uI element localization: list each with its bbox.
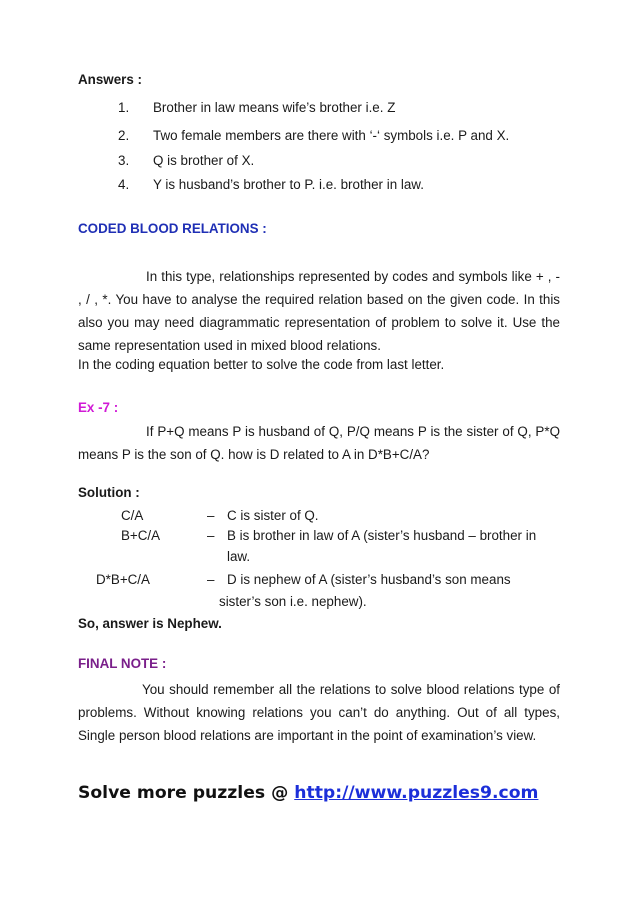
solution-answer: So, answer is Nephew. bbox=[78, 616, 222, 631]
answers-heading: Answers : bbox=[78, 72, 142, 87]
solution-code: C/A bbox=[121, 508, 144, 523]
coded-tip: In the coding equation better to solve the code from last letter. bbox=[78, 357, 445, 372]
answer-number: 4. bbox=[118, 177, 130, 192]
answer-number: 1. bbox=[118, 100, 130, 115]
solution-code: B+C/A bbox=[121, 528, 161, 543]
final-note-heading: FINAL NOTE : bbox=[78, 656, 167, 671]
answer-number: 2. bbox=[118, 128, 130, 143]
example-text: If P+Q means P is husband of Q, P/Q means P is the sister of Q, P*Q means P is the son of Q. how is D related to A in D*B+C/A? bbox=[78, 424, 560, 462]
solution-dash: – bbox=[207, 528, 215, 543]
puzzles-link[interactable]: http://www.puzzles9.com bbox=[294, 783, 539, 803]
solution-dash: – bbox=[207, 508, 215, 523]
answer-text: Two female members are there with ‘-‘ symbols i.e. P and X. bbox=[153, 128, 510, 143]
footer-line bbox=[78, 783, 538, 803]
coded-paragraph: In this type, relationships represented by codes and symbols like + , - , / , *. You have to analyse the required relation based on the given code. In this also you may need diagrammatic representation of problem to solve it. Use the same representation used in mixed blood relations. bbox=[78, 269, 560, 353]
solution-code: D*B+C/A bbox=[96, 572, 150, 587]
answer-text: Y is husband’s brother to P. i.e. brother in law. bbox=[153, 177, 424, 192]
answer-text: Brother in law means wife’s brother i.e. Z bbox=[153, 100, 396, 115]
solution-explanation-continued: sister’s son i.e. nephew). bbox=[219, 594, 367, 609]
solution-heading: Solution : bbox=[78, 485, 140, 500]
solution-explanation-continued: law. bbox=[227, 549, 251, 564]
solution-explanation: B is brother in law of A (sister’s husband – brother in bbox=[227, 528, 537, 543]
final-note-text: You should remember all the relations to solve blood relations type of problems. Without knowing relations you can’t do anything. Out of all types, Single person blood relations are important in the point of examination’s view. bbox=[78, 682, 560, 743]
solution-dash: – bbox=[207, 572, 215, 587]
footer-prefix: Solve more puzzles @ bbox=[78, 783, 295, 803]
solution-explanation: D is nephew of A (sister’s husband’s son means bbox=[227, 572, 511, 587]
answer-text: Q is brother of X. bbox=[153, 153, 255, 168]
example-heading: Ex -7 : bbox=[78, 400, 119, 415]
solution-explanation: C is sister of Q. bbox=[227, 508, 319, 523]
coded-heading: CODED BLOOD RELATIONS : bbox=[78, 221, 267, 236]
answer-number: 3. bbox=[118, 153, 130, 168]
